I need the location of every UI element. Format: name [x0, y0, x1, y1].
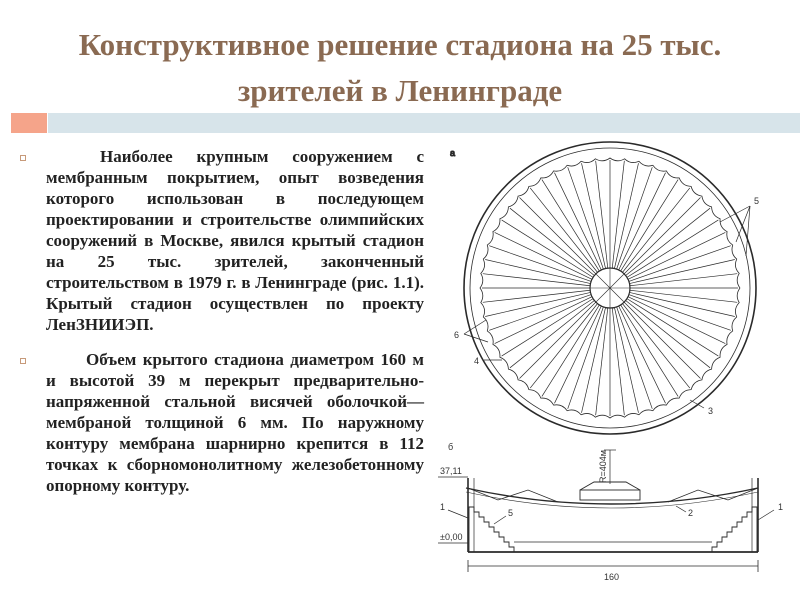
callout-5: 5	[754, 196, 760, 206]
radial-cable	[510, 300, 594, 367]
title-divider-bar	[48, 113, 800, 133]
stadium-drawing	[428, 138, 800, 600]
radial-cable	[619, 173, 666, 270]
radial-cable	[626, 300, 710, 367]
bullet-item	[20, 349, 424, 496]
radial-cable	[502, 220, 593, 277]
radial-cable	[626, 208, 710, 275]
callout-4: 4	[474, 356, 480, 366]
hub-line	[610, 288, 624, 302]
sag-label: R=404м	[598, 450, 608, 483]
title-divider	[0, 113, 800, 133]
callout-2: 2	[688, 508, 694, 518]
elevation-top-label: 37,11	[440, 466, 462, 476]
callout-leader	[464, 334, 488, 342]
square-bullet-icon	[20, 155, 26, 161]
radial-cable	[495, 297, 592, 344]
elevation-zero-label: ±0,00	[440, 532, 463, 542]
callout-leader	[676, 506, 686, 512]
callout-5-section: 5	[508, 508, 514, 518]
hub-line	[610, 274, 624, 288]
plan-central-hub-lines	[590, 268, 630, 308]
radial-cable	[627, 299, 718, 356]
body-text	[20, 146, 424, 510]
section-view	[438, 442, 774, 582]
bullet-item	[20, 146, 424, 335]
radial-cable	[554, 306, 601, 403]
radial-cable	[542, 305, 599, 396]
plan-view	[450, 142, 756, 434]
slide-title: Конструктивное решение стадиона на 25 тыс. зрителей в Ленинграде	[78, 27, 722, 108]
radial-cable	[627, 220, 718, 277]
radial-cable	[530, 188, 597, 272]
section-label: б	[448, 442, 454, 452]
right-stands	[712, 507, 757, 552]
callout-1: 1	[440, 502, 446, 512]
radial-cable	[519, 302, 595, 378]
radial-cable	[628, 232, 725, 279]
hub-line	[596, 274, 610, 288]
callout-leader	[494, 516, 506, 524]
span-label: 160	[604, 572, 620, 582]
callout-6: 6	[454, 330, 460, 340]
stadium-drawing-svg	[428, 138, 800, 600]
radial-cable	[495, 232, 592, 279]
hub-line	[596, 288, 610, 302]
callout-leader	[758, 510, 774, 520]
bullet-text: Наиболее крупным сооружением с мембранным покрытием, опыт возведения которого использован в последующем проектировании и строительстве олимпийских сооружений в Москве, явился крытый стадион на 25 тыс. зрителей, законченный строительством в 1979 г. в Ленинграде (рис. 1.1). Крытый стадион осуществлен по проекту ЛенЗНИИЭП.	[46, 147, 424, 334]
callout-leader	[746, 206, 750, 256]
central-lantern	[580, 490, 640, 500]
radial-cable	[624, 302, 700, 378]
callout-leader	[720, 206, 750, 222]
radial-cable	[542, 180, 599, 271]
callout-3: 3	[708, 406, 714, 416]
radial-cable	[502, 299, 593, 356]
title-divider-square	[11, 113, 47, 133]
radial-cable	[530, 304, 597, 388]
radial-cable	[619, 306, 666, 403]
radial-cable	[554, 173, 601, 270]
radial-cable	[624, 197, 700, 273]
radial-cable	[622, 188, 689, 272]
plan-label: а	[450, 148, 456, 158]
radial-cable	[510, 208, 594, 275]
radial-cable	[621, 180, 678, 271]
bullet-text: Объем крытого стадиона диаметром 160 м и высотой 39 м перекрыт предварительно-напряженной стальной висячей оболочкой—мембраной толщиной 6 мм. По наружному контуру мембрана шарнирно крепится в 112 точках к сборномонолитному железобетонному опорному контуру.	[46, 350, 424, 495]
radial-cable	[519, 197, 595, 273]
radial-cable	[621, 305, 678, 396]
square-bullet-icon	[20, 358, 26, 364]
radial-cable	[628, 297, 725, 344]
callout-1-right: 1	[778, 502, 784, 512]
radial-cable	[622, 304, 689, 388]
callout-leader	[448, 510, 468, 518]
